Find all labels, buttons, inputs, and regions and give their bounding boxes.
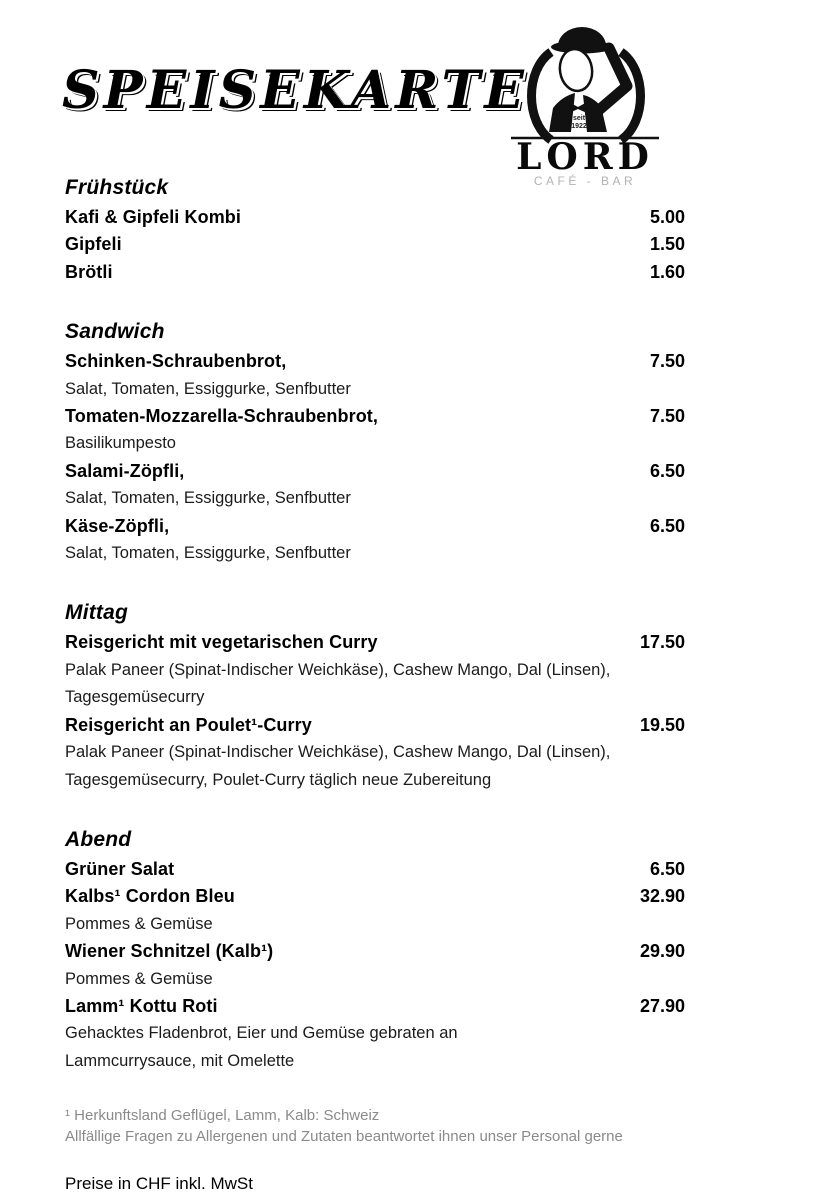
- menu-item-name: Salami-Zöpfli,: [65, 460, 185, 481]
- menu-item-description: Basilikumpesto: [65, 434, 176, 453]
- menu-item-name: Käse-Zöpfli,: [65, 515, 170, 536]
- menu-item-price: 7.50: [649, 406, 685, 427]
- logo-wordmark: LORD: [516, 136, 654, 178]
- section-title: Abend: [65, 827, 132, 851]
- menu-item-name: Wiener Schnitzel (Kalb¹): [65, 941, 274, 962]
- menu-item-price: 7.50: [649, 351, 685, 372]
- menu-item-name: Lamm¹ Kottu Roti: [65, 995, 218, 1016]
- menu-item-price: 1.50: [649, 234, 685, 255]
- menu-item-name: Reisgericht mit vegetarischen Curry: [65, 632, 378, 653]
- menu-item-name: Kalbs¹ Cordon Bleu: [65, 886, 235, 907]
- section-title: Frühstück: [65, 176, 169, 199]
- menu-sections: [65, 172, 685, 1075]
- menu-section-mittag: [65, 597, 685, 793]
- menu-item: [65, 513, 685, 540]
- logo-since-year: 1922: [571, 123, 587, 130]
- gentleman-logo-icon: [505, 18, 665, 190]
- menu-section-abend: [65, 824, 685, 1075]
- menu-item: [65, 458, 685, 485]
- page-title: SPEISEKARTE: [62, 60, 528, 121]
- menu-item-description: Salat, Tomaten, Essiggurke, Senfbutter: [65, 544, 351, 563]
- menu-item-description: Pommes & Gemüse: [65, 914, 213, 933]
- section-title: Sandwich: [65, 320, 165, 344]
- menu-item-description: Tagesgemüsecurry: [65, 688, 205, 707]
- menu-item-description: Palak Paneer (Spinat-Indischer Weichkäse), Cashew Mango, Dal (Linsen),: [65, 660, 611, 679]
- logo-tagline: CAFÉ - BAR: [533, 174, 637, 188]
- footnote-allergens: Allfällige Fragen zu Allergenen und Zutaten beantwortet ihnen unser Personal gerne: [65, 1128, 623, 1146]
- menu-item-price: 5.00: [649, 207, 685, 227]
- menu-item: [65, 259, 685, 286]
- menu-item-price: 19.50: [639, 714, 685, 735]
- menu-item: [65, 938, 685, 965]
- menu-item-name: Grüner Salat: [65, 858, 175, 879]
- menu-item-name: Tomaten-Mozzarella-Schraubenbrot,: [65, 406, 378, 427]
- footnotes: [65, 1105, 769, 1147]
- menu-item-description: Lammcurrysauce, mit Omelette: [65, 1051, 295, 1070]
- menu-item: [65, 883, 685, 910]
- menu-item-price: 6.50: [649, 515, 685, 536]
- menu-item-description: Tagesgemüsecurry, Poulet-Curry täglich neue Zubereitung: [65, 770, 492, 789]
- lord-cafe-bar-logo: [505, 18, 665, 190]
- menu-item: [65, 403, 685, 430]
- menu-item: [65, 204, 685, 231]
- menu-item-price: 6.50: [649, 460, 685, 481]
- menu-item-description: Gehacktes Fladenbrot, Eier und Gemüse gebraten an: [65, 1024, 458, 1043]
- menu-item-price: 32.90: [639, 886, 685, 907]
- menu-item-description: Salat, Tomaten, Essiggurke, Senfbutter: [65, 489, 351, 508]
- menu-item: [65, 856, 685, 883]
- menu-item-price: 17.50: [639, 632, 685, 653]
- menu-item-name: Brötli: [65, 261, 113, 282]
- footnote-origin: ¹ Herkunftsland Geflügel, Lamm, Kalb: Schweiz: [65, 1107, 380, 1125]
- menu-item-name: Kafi & Gipfeli Kombi: [65, 207, 242, 227]
- menu-item: [65, 348, 685, 375]
- menu-item: [65, 993, 685, 1020]
- menu-item: [65, 629, 685, 656]
- menu-item-description: Palak Paneer (Spinat-Indischer Weichkäse), Cashew Mango, Dal (Linsen),: [65, 743, 611, 762]
- price-note: Preise in CHF inkl. MwSt: [65, 1174, 253, 1194]
- menu-section-sandwich: [65, 316, 685, 567]
- menu-item-price: 6.50: [649, 858, 685, 879]
- menu-item: [65, 712, 685, 739]
- menu-item-name: Reisgericht an Poulet¹-Curry: [65, 714, 312, 735]
- menu-item-description: Salat, Tomaten, Essiggurke, Senfbutter: [65, 379, 351, 398]
- menu-item-price: 27.90: [639, 995, 685, 1016]
- section-title: Mittag: [65, 601, 129, 625]
- menu-item-price: 29.90: [639, 941, 685, 962]
- logo-since-word: seit: [572, 115, 586, 122]
- menu-item-name: Gipfeli: [65, 234, 122, 255]
- menu-item-description: Pommes & Gemüse: [65, 969, 213, 988]
- menu-item-price: 1.60: [649, 261, 685, 282]
- menu-item-name: Schinken-Schraubenbrot,: [65, 351, 287, 372]
- menu-item: [65, 231, 685, 258]
